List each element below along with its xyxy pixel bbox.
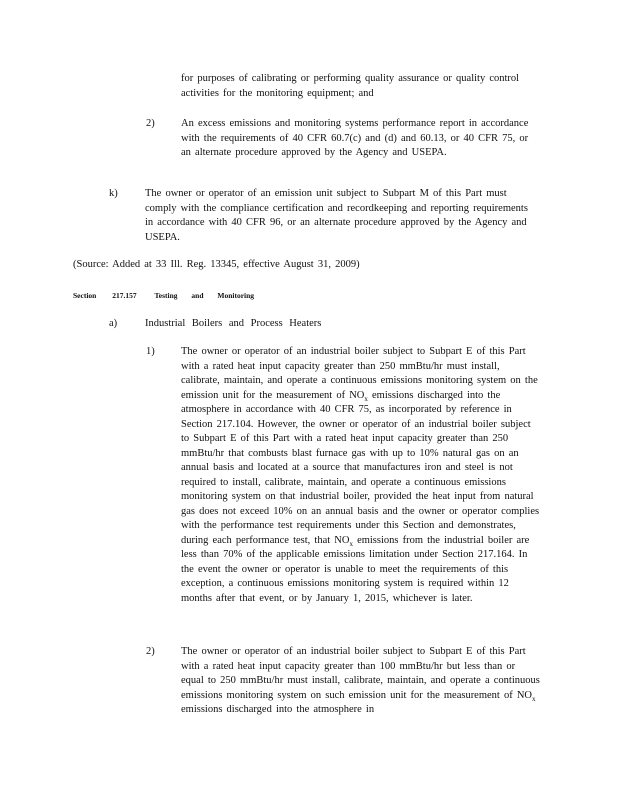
subsection-a-label: a) [109, 318, 118, 329]
a1-subscript-1: x [364, 394, 368, 403]
item-2-text: An excess emissions and monitoring systems performance report in accordance with the requirements of 40 CFR 60.7(c) and (d) and 60.13, or 40 CFR 75, or an alternate procedure approved by the Agency and USEPA. [181, 118, 529, 158]
a1-text-1: The owner or operator of an industrial boiler subject to Subpart E of this Part with a rated heat input capacity greater than 250 mmBtu/hr must install, calibrate, maintain, and operate a continuous emissions monitoring system on the emission unit for the measurement of NO [181, 346, 538, 401]
a2-paragraph [181, 645, 541, 718]
section-number: 217.157 [112, 291, 137, 300]
subsection-a-text: Industrial Boilers and Process Heaters [145, 318, 322, 329]
continuation-paragraph [181, 72, 521, 101]
a1-text-2: emissions discharged into the atmosphere in accordance with 40 CFR 75, as incorporated by reference in Section 217.104. However, the owner or operator of an industrial boiler subject to Subpart E of this Part with a rated heat input capacity greater than 250 mmBtu/hr that combusts blast furnace gas with up to 10% natural gas on an annual basis and located at a source that manufactures iron and steel is not required to install, calibrate, maintain, and operate a continuous emissions monitoring system on that industrial boiler, provided the heat input from natural gas does not exceed 10% on an annual basis and the owner or operator complies with the performance test requirements under this Section and demonstrates, during each performance test, that NO [181, 389, 540, 546]
item-2-label: 2) [146, 118, 155, 129]
a1-paragraph [181, 345, 541, 606]
source-note [73, 258, 543, 273]
a2-text-1: The owner or operator of an industrial boiler subject to Subpart E of this Part with a rated heat input capacity greater than 100 mmBtu/hr but less than or equal to 250 mmBtu/hr must install, calibrate, maintain, and operate a continuous emissions monitoring system on such emission unit for the measurement of NO [181, 646, 540, 701]
a2-text-2: emissions discharged into the atmosphere in [181, 704, 375, 715]
item-2-paragraph [181, 117, 541, 161]
continuation-text: for purposes of calibrating or performing quality assurance or quality control activities for the monitoring equipment; and [181, 73, 520, 99]
section-heading [73, 289, 373, 304]
a2-subscript-1: x [532, 694, 536, 703]
a1-label: 1) [146, 346, 155, 357]
item-k-label: k) [109, 188, 118, 199]
subsection-a-title [145, 317, 445, 332]
a2-label: 2) [146, 646, 155, 657]
item-k-paragraph [145, 187, 535, 245]
section-title: Testing and Monitoring [154, 291, 255, 300]
a1-subscript-2: x [349, 539, 353, 548]
item-k-text: The owner or operator of an emission unit subject to Subpart M of this Part must comply with the compliance certification and recordkeeping and reporting requirements in accordance with 40 CFR 96, or an alternate procedure approved by the Agency and USEPA. [145, 188, 528, 243]
a1-text-3: emissions from the industrial boiler are less than 70% of the applicable emissions limitation under Section 217.164. In the event the owner or operator is unable to meet the requirements of this exception, a continuous emissions monitoring system is required within 12 months after that event, or by January 1, 2015, whichever is later. [181, 534, 530, 604]
source-note-text: (Source: Added at 33 Ill. Reg. 13345, effective August 31, 2009) [73, 259, 360, 270]
section-label: Section [73, 291, 97, 300]
